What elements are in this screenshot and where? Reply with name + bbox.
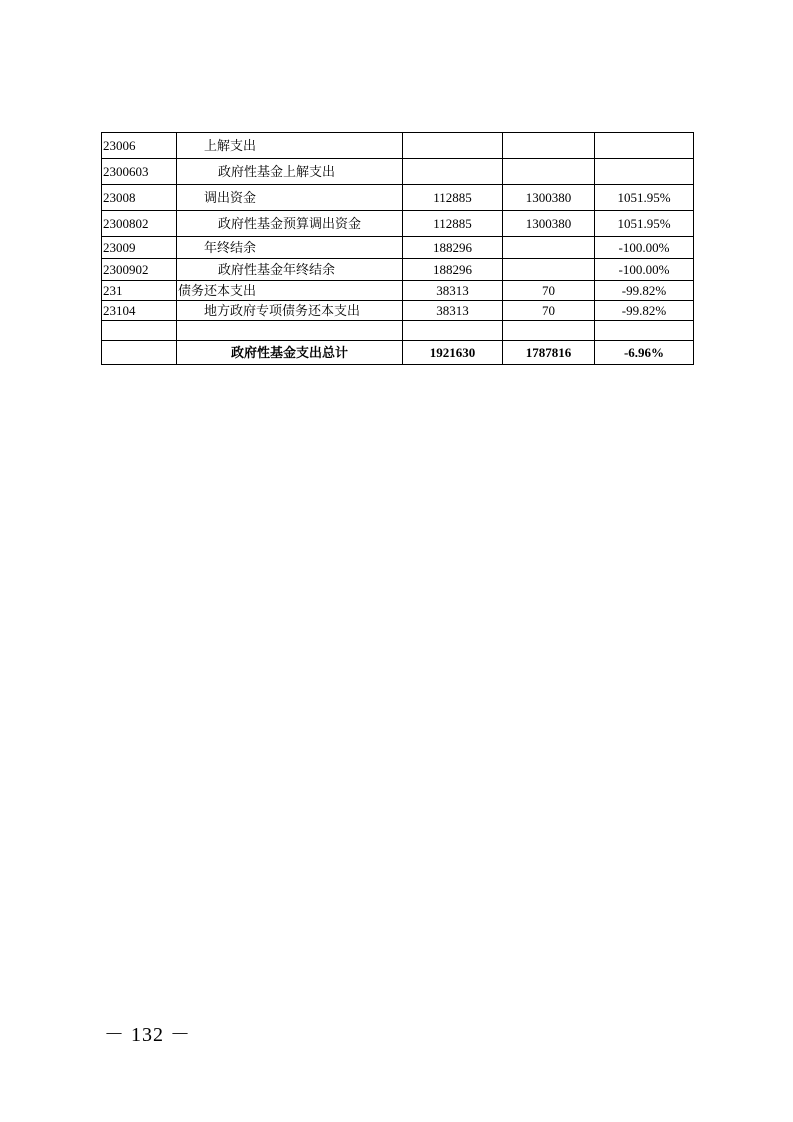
item-name-cell: 调出资金 xyxy=(177,185,403,211)
value-1-cell: 112885 xyxy=(403,185,503,211)
item-name-cell: 政府性基金年终结余 xyxy=(177,259,403,281)
code-cell: 231 xyxy=(102,281,177,301)
change-percent-cell: 1051.95% xyxy=(595,185,694,211)
table-row xyxy=(102,321,694,341)
value-2-cell: 1300380 xyxy=(503,185,595,211)
value-2-cell: 70 xyxy=(503,281,595,301)
table-row xyxy=(102,211,694,237)
item-name-cell: 地方政府专项债务还本支出 xyxy=(177,301,403,321)
table-row xyxy=(102,281,694,301)
change-percent-cell: -99.82% xyxy=(595,301,694,321)
value-2-cell xyxy=(503,133,595,159)
value-1-cell: 188296 xyxy=(403,237,503,259)
item-name-cell: 政府性基金上解支出 xyxy=(177,159,403,185)
change-percent-cell: 1051.95% xyxy=(595,211,694,237)
value-2-cell: 1300380 xyxy=(503,211,595,237)
total-value-1: 1921630 xyxy=(403,341,503,365)
table-row xyxy=(102,133,694,159)
total-value-2: 1787816 xyxy=(503,341,595,365)
code-cell: 2300902 xyxy=(102,259,177,281)
code-cell: 2300603 xyxy=(102,159,177,185)
table-row xyxy=(102,159,694,185)
total-code-cell xyxy=(102,341,177,365)
code-cell: 2300802 xyxy=(102,211,177,237)
item-name-cell xyxy=(177,321,403,341)
total-row xyxy=(102,341,694,365)
value-2-cell xyxy=(503,159,595,185)
table-row xyxy=(102,301,694,321)
table-row xyxy=(102,259,694,281)
code-cell xyxy=(102,321,177,341)
fund-expenditure-table xyxy=(101,132,694,365)
value-2-cell xyxy=(503,259,595,281)
change-percent-cell: -100.00% xyxy=(595,259,694,281)
value-1-cell xyxy=(403,133,503,159)
change-percent-cell xyxy=(595,159,694,185)
change-percent-cell xyxy=(595,133,694,159)
item-name-cell: 政府性基金预算调出资金 xyxy=(177,211,403,237)
change-percent-cell: -100.00% xyxy=(595,237,694,259)
change-percent-cell xyxy=(595,321,694,341)
code-cell: 23008 xyxy=(102,185,177,211)
table-body xyxy=(102,133,694,365)
value-1-cell: 188296 xyxy=(403,259,503,281)
change-percent-cell: -99.82% xyxy=(595,281,694,301)
code-cell: 23104 xyxy=(102,301,177,321)
table-row xyxy=(102,185,694,211)
value-2-cell xyxy=(503,321,595,341)
value-1-cell xyxy=(403,321,503,341)
table-row xyxy=(102,237,694,259)
value-1-cell: 38313 xyxy=(403,281,503,301)
page-number: － 132 － xyxy=(104,1024,191,1046)
total-change-percent: -6.96% xyxy=(595,341,694,365)
value-2-cell xyxy=(503,237,595,259)
value-2-cell: 70 xyxy=(503,301,595,321)
value-1-cell: 112885 xyxy=(403,211,503,237)
code-cell: 23009 xyxy=(102,237,177,259)
total-label: 政府性基金支出总计 xyxy=(177,341,403,365)
code-cell: 23006 xyxy=(102,133,177,159)
item-name-cell: 债务还本支出 xyxy=(177,281,403,301)
item-name-cell: 年终结余 xyxy=(177,237,403,259)
value-1-cell: 38313 xyxy=(403,301,503,321)
value-1-cell xyxy=(403,159,503,185)
item-name-cell: 上解支出 xyxy=(177,133,403,159)
